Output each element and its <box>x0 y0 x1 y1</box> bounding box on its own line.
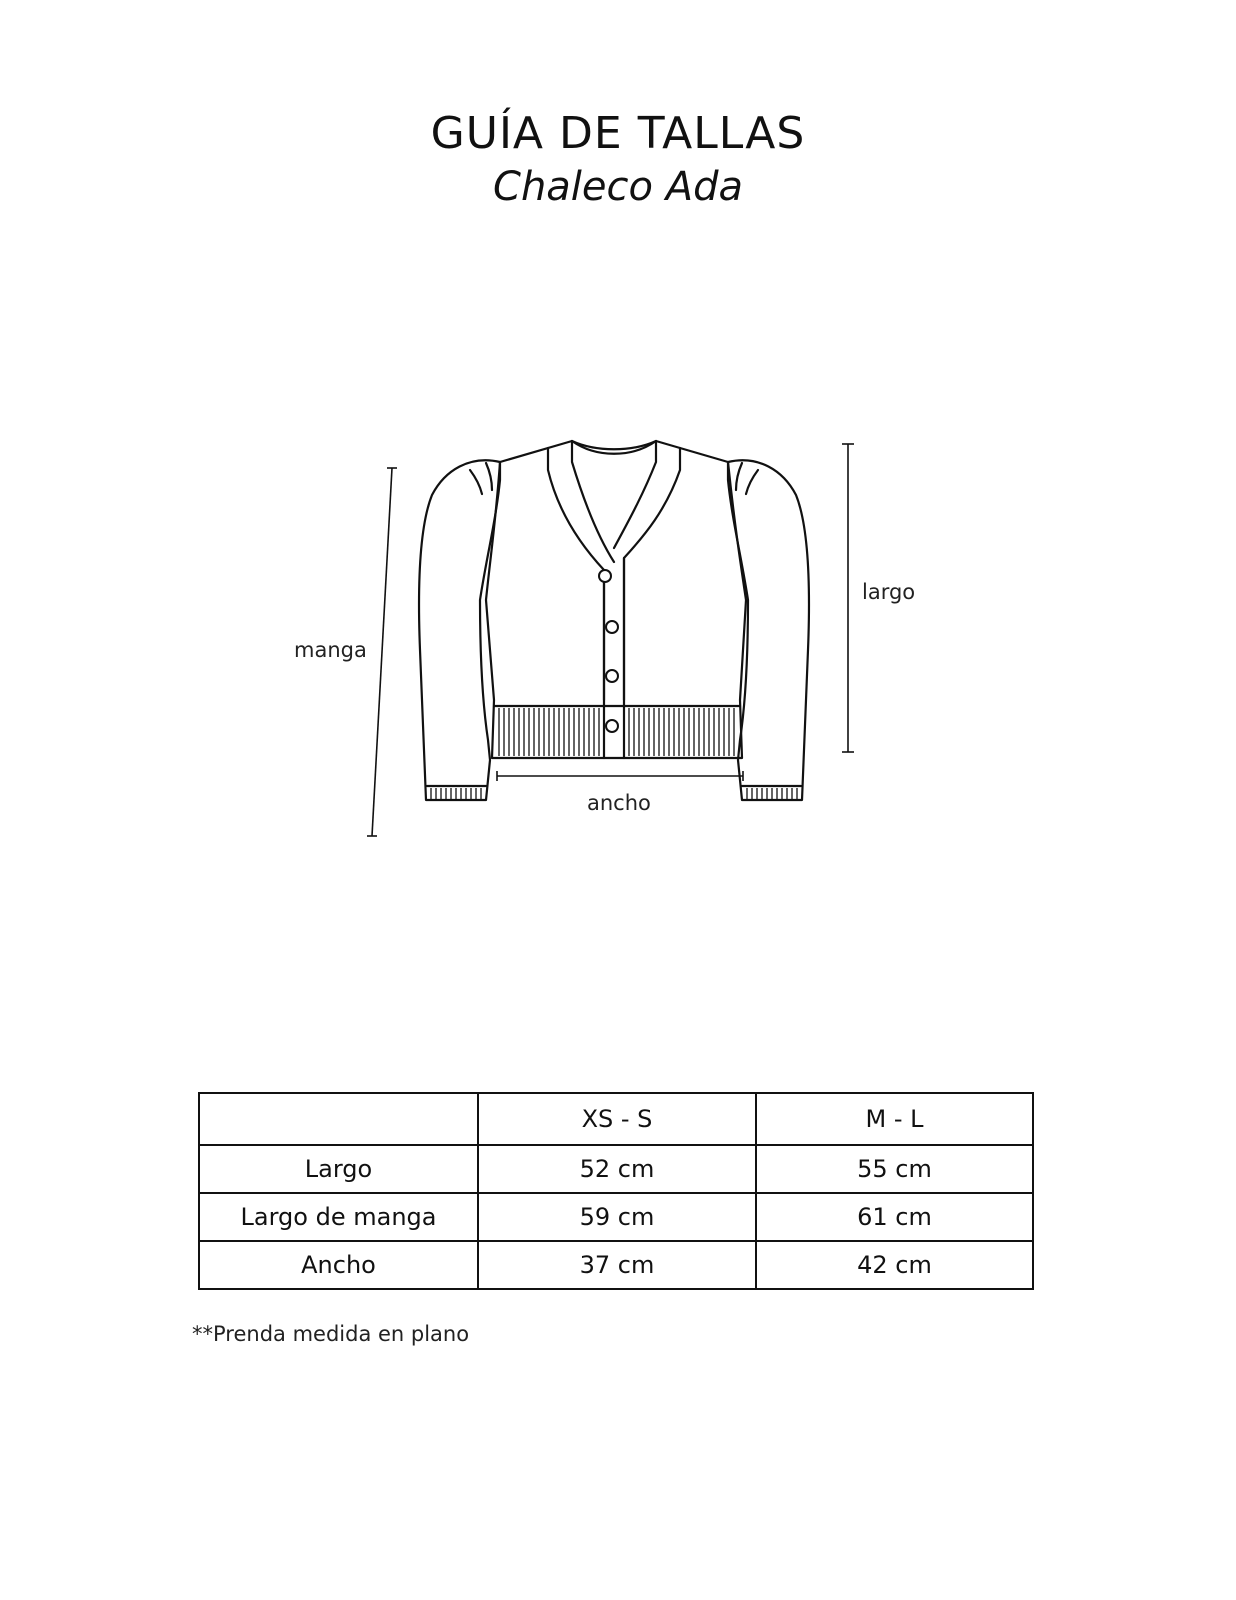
right-sleeve <box>728 460 809 800</box>
table-header-cell <box>199 1093 478 1145</box>
table-cell: 37 cm <box>478 1241 756 1289</box>
table-cell: 55 cm <box>756 1145 1033 1193</box>
width-label: ancho <box>587 791 651 815</box>
length-label: largo <box>862 580 916 604</box>
sleeve-label: manga <box>294 638 367 662</box>
page-title: GUÍA DE TALLAS <box>430 108 806 159</box>
button-1 <box>599 570 611 582</box>
table-cell: 61 cm <box>756 1193 1033 1241</box>
product-name: Chaleco Ada <box>493 164 743 210</box>
row-label: Ancho <box>199 1241 478 1289</box>
table-row <box>199 1145 1033 1193</box>
width-measure-line <box>497 771 743 781</box>
table-header-cell: M - L <box>756 1093 1033 1145</box>
row-label: Largo de manga <box>199 1193 478 1241</box>
table-row <box>199 1241 1033 1289</box>
table-header-cell: XS - S <box>478 1093 756 1145</box>
footnote: **Prenda medida en plano <box>192 1322 470 1346</box>
table-header-row <box>199 1093 1033 1145</box>
length-measure-line <box>842 444 854 752</box>
size-table <box>198 1092 1034 1290</box>
button-2 <box>606 621 618 633</box>
table-row <box>199 1193 1033 1241</box>
button-4 <box>606 720 618 732</box>
table-cell: 52 cm <box>478 1145 756 1193</box>
cardigan-body <box>486 441 746 758</box>
table-cell: 59 cm <box>478 1193 756 1241</box>
sleeve-measure-line <box>367 468 397 836</box>
row-label: Largo <box>199 1145 478 1193</box>
table-cell: 42 cm <box>756 1241 1033 1289</box>
button-3 <box>606 670 618 682</box>
